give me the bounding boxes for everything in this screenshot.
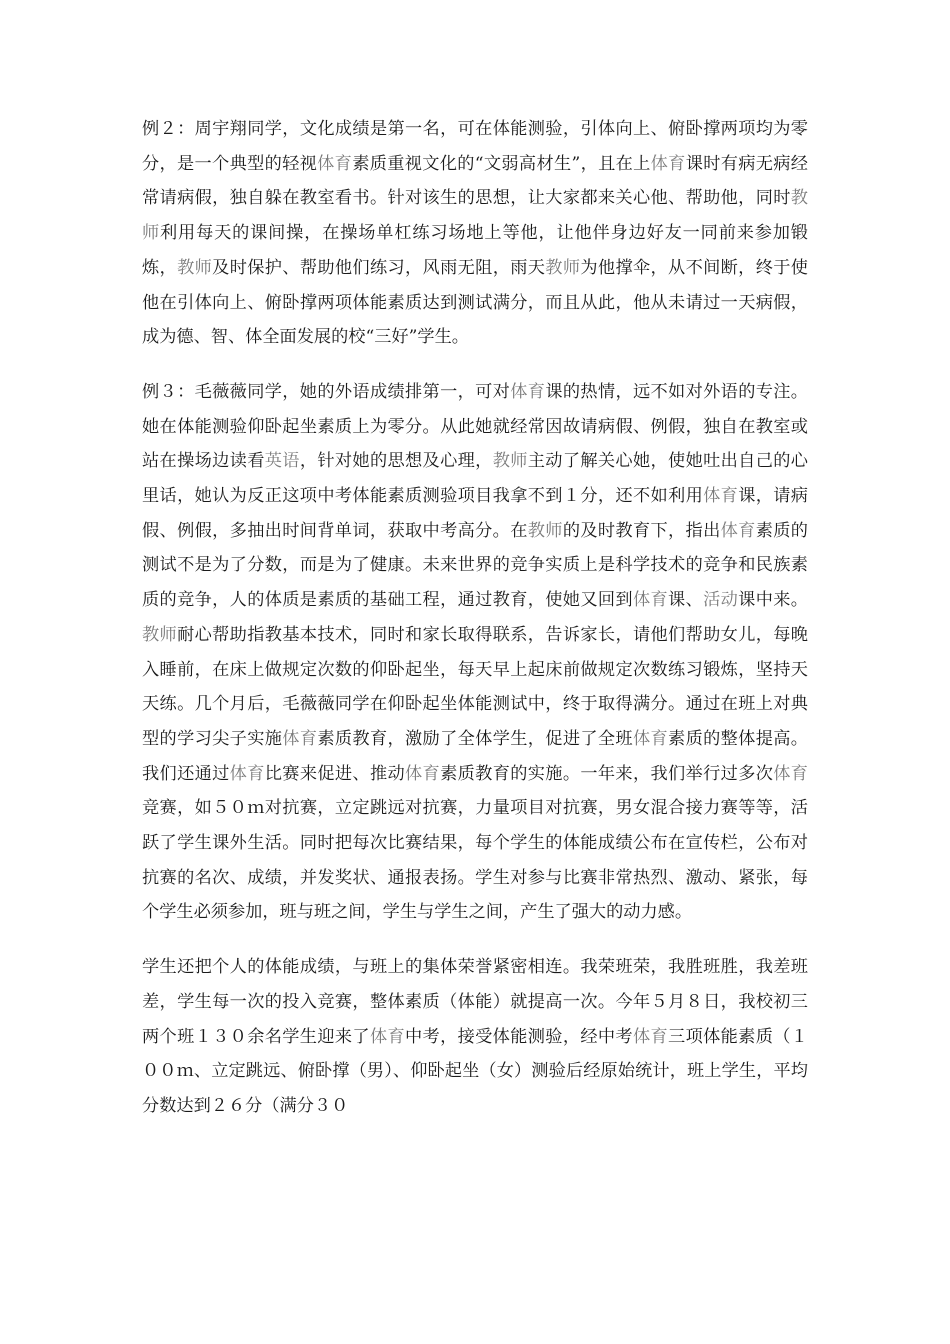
text-run: 的及时教育下，指出 xyxy=(562,520,721,541)
text-run: 素质重视文化的“文弱高材生”，且在上 xyxy=(352,153,651,174)
text-run: 素质的测试不是为了分数，而是为了健康。未来世界的竞争实质上是科学技术的竞争和民族素质的竞争，人的体质是素质的基础工程，通过教育，使她又回到 xyxy=(142,520,808,611)
text-run: 主动了解关心她，使她吐出自己的心里话，她认为反正这项中考体能素质测验项目我拿不到１分，还不如利用 xyxy=(142,451,808,507)
keyword-link[interactable]: 体育 xyxy=(229,763,265,784)
keyword-link[interactable]: 教师 xyxy=(527,520,563,541)
keyword-link[interactable]: 体育 xyxy=(405,763,441,784)
text-run: 比赛来促进、推动 xyxy=(264,763,406,784)
text-run: 课时有病无病经常请病假，独自躲在教室看书。针对该生的思想，让大家都来关心他、帮助他，同时 xyxy=(142,153,808,209)
text-run: 课的热情，远不如对外语的专注。她在体能测验仰卧起坐素质上为零分。从此她就经常因故请病假、例假，独自在教室或站在操场边读看 xyxy=(142,381,808,472)
keyword-link[interactable]: 活动 xyxy=(703,590,739,611)
text-run: 为他撑伞，从不间断，终于使他在引体向上、俯卧撑两项体能素质达到测试满分，而且从此，他从未请过一天病假，成为德、智、体全面发展的校“三好”学生。 xyxy=(142,257,808,348)
text-run: 及时保护、帮助他们练习，风雨无阻，雨天 xyxy=(212,257,546,278)
keyword-link[interactable]: 教师 xyxy=(142,624,178,645)
text-run: 素质教育，激励了全体学生，促进了全班 xyxy=(317,728,633,749)
keyword-link[interactable]: 体育 xyxy=(720,520,756,541)
keyword-link[interactable]: 教师 xyxy=(142,188,808,244)
keyword-link[interactable]: 教师 xyxy=(545,257,581,278)
keyword-link[interactable]: 教师 xyxy=(177,257,213,278)
keyword-link[interactable]: 教师 xyxy=(492,451,528,472)
text-run: 例２：周宇翔同学，文化成绩是第一名，可在体能测验，引体向上、俯卧撑两项均为零分，是一个典型的轻视 xyxy=(142,119,808,174)
paragraph-collective-honor xyxy=(142,950,808,1124)
text-run: 课，请病假、例假，多抽出时间背单词，获取中考高分。在 xyxy=(142,486,808,541)
text-run: 例３：毛薇薇同学，她的外语成绩排第一，可对 xyxy=(142,381,511,402)
keyword-link[interactable]: 体育 xyxy=(369,1026,406,1047)
keyword-link[interactable]: 体育 xyxy=(632,1026,669,1047)
text-run: 利用每天的课间操，在操场单杠练习场地上等他，让他伴身边好友一同前来参加锻炼， xyxy=(142,223,808,278)
keyword-link[interactable]: 体育 xyxy=(703,486,739,507)
text-run: 课中来。 xyxy=(738,590,808,611)
text-run: 中考，接受体能测验，经中考 xyxy=(405,1026,633,1047)
paragraph-example-3 xyxy=(142,375,808,930)
keyword-link[interactable]: 体育 xyxy=(650,153,686,174)
keyword-link[interactable]: 体育 xyxy=(632,590,669,611)
text-run: 课、 xyxy=(668,590,704,611)
text-run: 学生还把个人的体能成绩，与班上的集体荣誉紧密相连。我荣班荣，我胜班胜，我差班差，学生每一次的投入竞赛，整体素质（体能）就提高一次。今年５月８日，我校初三两个班１３０余名学生迎来了 xyxy=(142,957,808,1047)
keyword-link[interactable]: 体育 xyxy=(282,728,318,749)
text-run: 耐心帮助指教基本技术，同时和家长取得联系，告诉家长，请他们帮助女儿，每晚入睡前，在床上做规定次数的仰卧起坐，每天早上起床前做规定次数练习锻炼，坚持天天练。几个月后，毛薇薇同学在仰卧起坐体能测试中，终于取得满分。通过在班上对典型的学习尖子实施 xyxy=(142,624,808,749)
keyword-link[interactable]: 英语 xyxy=(264,451,300,472)
text-run: ，针对她的思想及心理， xyxy=(299,451,493,472)
keyword-link[interactable]: 体育 xyxy=(773,763,808,784)
text-run: 三项体能素质（１００ｍ、立定跳远、俯卧撑（男）、仰卧起坐（女）测验后经原始统计，班上学生，平均分数达到２６分（满分３０ xyxy=(142,1026,808,1116)
paragraph-example-2 xyxy=(142,112,808,355)
text-run: 竞赛，如５０ｍ对抗赛，立定跳远对抗赛，力量项目对抗赛，男女混合接力赛等等，活跃了学生课外生活。同时把每次比赛结果，每个学生的体能成绩公布在宣传栏，公布对抗赛的名次、成绩，并发奖状、通报表扬。学生对参与比赛非常热烈、激动、紧张，每个学生必须参加，班与班之间，学生与学生之间，产生了强大的动力感。 xyxy=(142,798,808,923)
text-run: 素质的整体提高。我们还通过 xyxy=(142,728,808,784)
text-run: 素质教育的实施。一年来，我们举行过多次 xyxy=(440,763,774,784)
keyword-link[interactable]: 体育 xyxy=(317,153,353,174)
keyword-link[interactable]: 体育 xyxy=(510,381,546,402)
keyword-link[interactable]: 体育 xyxy=(632,728,669,749)
